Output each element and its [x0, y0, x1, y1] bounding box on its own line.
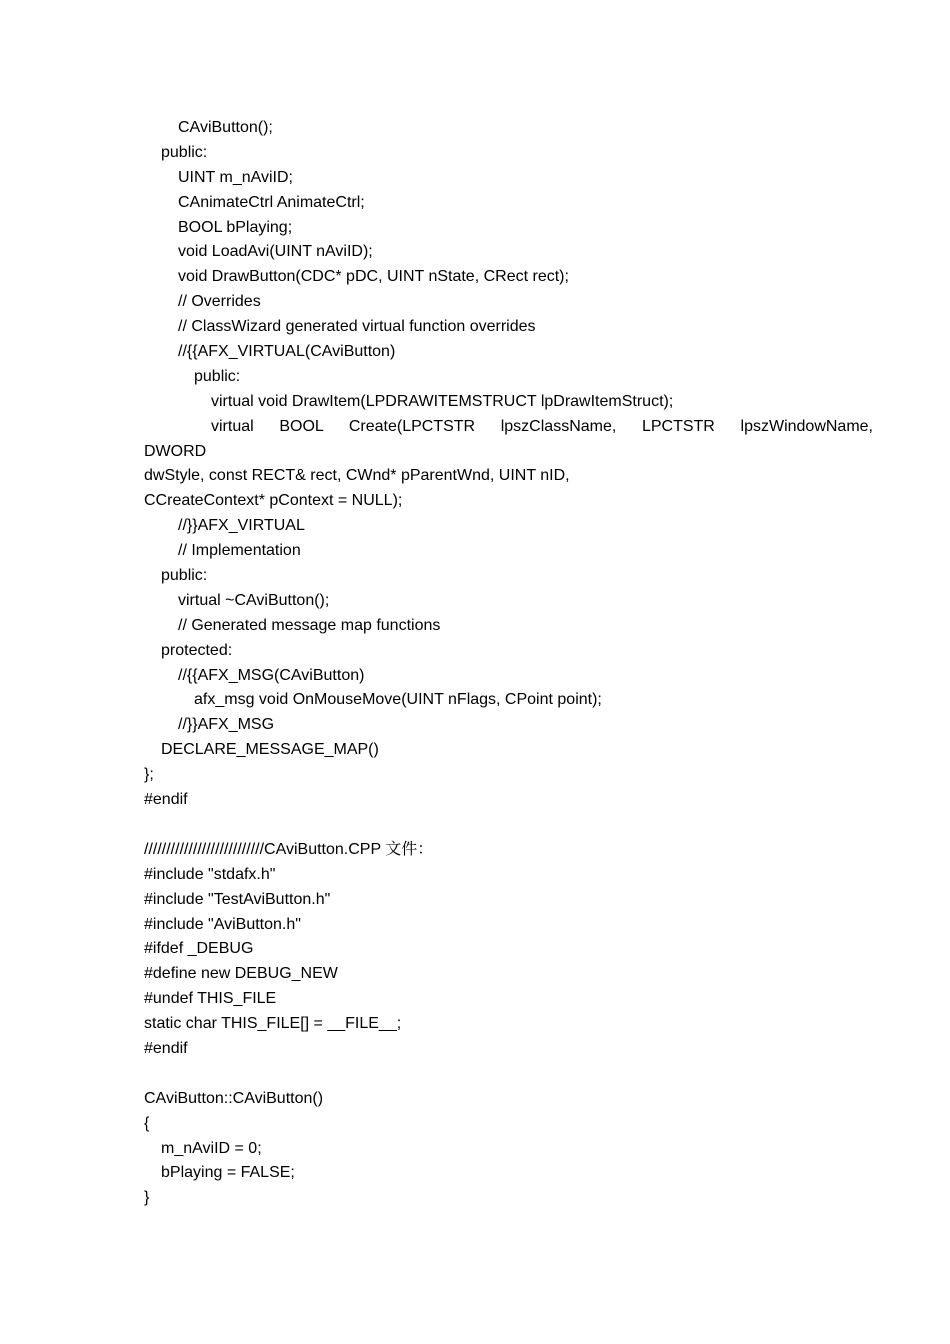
- code-line: #include "stdafx.h": [144, 865, 276, 883]
- code-line: #include "AviButton.h": [144, 915, 301, 933]
- code-line: //{{AFX_MSG(CAviButton): [178, 666, 365, 684]
- code-line: public:: [161, 567, 208, 585]
- code-line: UINT m_nAviID;: [178, 168, 293, 186]
- code-line: CCreateContext* pContext = NULL);: [144, 492, 403, 510]
- code-line: //}}AFX_MSG: [178, 716, 275, 734]
- code-line: public:: [161, 143, 208, 161]
- code-line: CAviButton();: [178, 119, 273, 136]
- code-line: }: [144, 1189, 150, 1207]
- blank-line: [144, 813, 824, 838]
- code-line: #include "TestAviButton.h": [144, 890, 331, 908]
- code-line: ///////////////////////////CAviButton.CPP 文件：: [144, 840, 434, 858]
- code-listing: [144, 116, 873, 1211]
- code-line: CAnimateCtrl AnimateCtrl;: [178, 193, 365, 211]
- code-line: static char THIS_FILE[] = __FILE__;: [144, 1015, 402, 1033]
- code-line: #undef THIS_FILE: [144, 990, 277, 1008]
- code-line: #define new DEBUG_NEW: [144, 965, 338, 983]
- code-line: void LoadAvi(UINT nAviID);: [178, 243, 373, 261]
- code-line: #endif: [144, 1039, 188, 1057]
- code-line: dwStyle, const RECT& rect, CWnd* pParentWnd, UINT nID,: [144, 467, 570, 485]
- code-line: // Overrides: [178, 293, 261, 311]
- code-line: bPlaying = FALSE;: [161, 1164, 295, 1182]
- code-line: afx_msg void OnMouseMove(UINT nFlags, CPoint point);: [194, 691, 602, 709]
- code-line: DECLARE_MESSAGE_MAP(): [161, 741, 379, 759]
- code-line: BOOL bPlaying;: [178, 218, 293, 236]
- code-line: virtual void DrawItem(LPDRAWITEMSTRUCT lpDrawItemStruct);: [211, 392, 674, 410]
- code-line: };: [144, 766, 154, 784]
- code-line: protected:: [161, 641, 233, 659]
- code-line: virtual BOOL Create(LPCTSTR lpszClassName, LPCTSTR lpszWindowName,: [211, 417, 873, 435]
- code-line: // Generated message map functions: [178, 616, 441, 634]
- code-line: public:: [194, 367, 241, 385]
- blank-line: [144, 1062, 824, 1087]
- code-line: virtual ~CAviButton();: [178, 591, 330, 609]
- code-line: // Implementation: [178, 542, 301, 560]
- code-line: {: [144, 1114, 150, 1132]
- code-line: DWORD: [144, 442, 207, 460]
- code-line: #ifdef _DEBUG: [144, 940, 254, 958]
- code-line: m_nAviID = 0;: [161, 1139, 262, 1157]
- code-line: // ClassWizard generated virtual function overrides: [178, 318, 536, 336]
- code-line: void DrawButton(CDC* pDC, UINT nState, CRect rect);: [178, 268, 569, 286]
- code-line: #endif: [144, 791, 188, 809]
- code-line: //}}AFX_VIRTUAL: [178, 517, 305, 535]
- code-line: CAviButton::CAviButton(): [144, 1089, 324, 1107]
- code-line: //{{AFX_VIRTUAL(CAviButton): [178, 343, 396, 361]
